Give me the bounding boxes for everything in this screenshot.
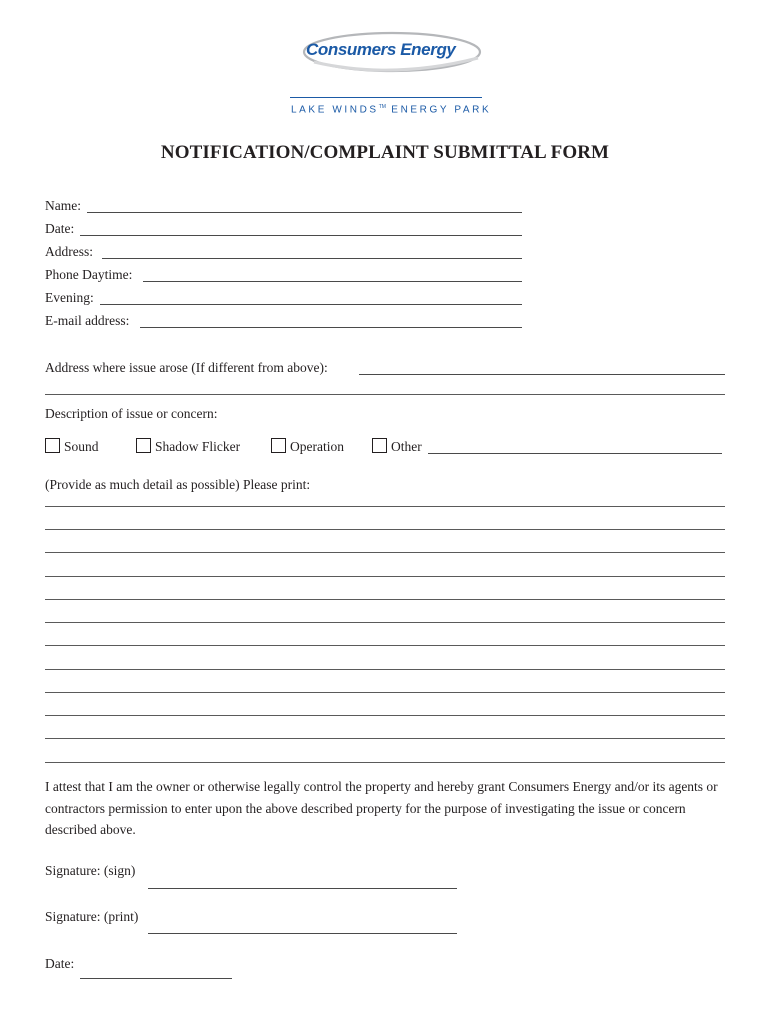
address-input-line[interactable] — [102, 258, 522, 259]
consumers-energy-logo — [300, 28, 486, 80]
email-label: E-mail address: — [45, 313, 130, 328]
name-field[interactable] — [45, 198, 522, 216]
issue-address-label: Address where issue arose (If different from above): — [45, 360, 328, 375]
shadow-flicker-checkbox[interactable] — [136, 438, 151, 453]
detail-line[interactable] — [45, 645, 725, 646]
other-input-line[interactable] — [428, 453, 722, 454]
detail-line[interactable] — [45, 552, 725, 553]
evening-label: Evening: — [45, 290, 94, 305]
detail-line[interactable] — [45, 692, 725, 693]
detail-line[interactable] — [45, 529, 725, 530]
tagline: LAKE WINDS™ ENERGY PARK — [291, 104, 492, 116]
issue-address-line-2[interactable] — [45, 394, 725, 395]
detail-line[interactable] — [45, 762, 725, 763]
sound-checkbox[interactable] — [45, 438, 60, 453]
phone-daytime-input-line[interactable] — [143, 281, 522, 282]
name-label: Name: — [45, 198, 81, 213]
operation-checkbox[interactable] — [271, 438, 286, 453]
signature-sign-line[interactable] — [148, 888, 457, 889]
issue-address-field[interactable] — [45, 360, 725, 378]
address-label: Address: — [45, 244, 93, 259]
signature-print-label: Signature: (print) — [45, 909, 139, 924]
detail-line[interactable] — [45, 576, 725, 577]
signature-print-line[interactable] — [148, 933, 457, 934]
signature-date-line[interactable] — [80, 978, 232, 979]
phone-daytime-field[interactable] — [45, 267, 522, 285]
phone-daytime-label: Phone Daytime: — [45, 267, 133, 282]
description-label: Description of issue or concern: — [45, 406, 218, 421]
date-label: Date: — [45, 221, 75, 236]
company-name: Consumers Energy — [306, 40, 456, 59]
operation-label: Operation — [290, 439, 344, 454]
evening-field[interactable] — [45, 290, 522, 308]
date-field[interactable] — [45, 221, 522, 239]
detail-line[interactable] — [45, 599, 725, 600]
issue-address-input-line[interactable] — [359, 374, 725, 375]
form-title: NOTIFICATION/COMPLAINT SUBMITTAL FORM — [160, 142, 610, 163]
signature-date-label: Date: — [45, 956, 75, 971]
sound-label: Sound — [64, 439, 99, 454]
detail-line[interactable] — [45, 715, 725, 716]
email-field[interactable] — [45, 313, 522, 331]
other-label: Other — [391, 439, 422, 454]
other-checkbox[interactable] — [372, 438, 387, 453]
detail-label: (Provide as much detail as possible) Please print: — [45, 477, 311, 492]
evening-input-line[interactable] — [100, 304, 522, 305]
detail-line[interactable] — [45, 622, 725, 623]
tagline-divider — [290, 97, 482, 98]
signature-sign-label: Signature: (sign) — [45, 863, 136, 878]
detail-line[interactable] — [45, 506, 725, 507]
attestation-text: I attest that I am the owner or otherwise legally control the property and hereby grant Consumers Energy and/or its agents or contractors permission to enter upon the above described property for the purpose of investigating the issue or concern described above. — [45, 779, 718, 837]
date-input-line[interactable] — [80, 235, 522, 236]
detail-line[interactable] — [45, 669, 725, 670]
name-input-line[interactable] — [87, 212, 522, 213]
shadow-flicker-label: Shadow Flicker — [155, 439, 241, 454]
detail-line[interactable] — [45, 738, 725, 739]
address-field[interactable] — [45, 244, 522, 262]
email-input-line[interactable] — [140, 327, 522, 328]
